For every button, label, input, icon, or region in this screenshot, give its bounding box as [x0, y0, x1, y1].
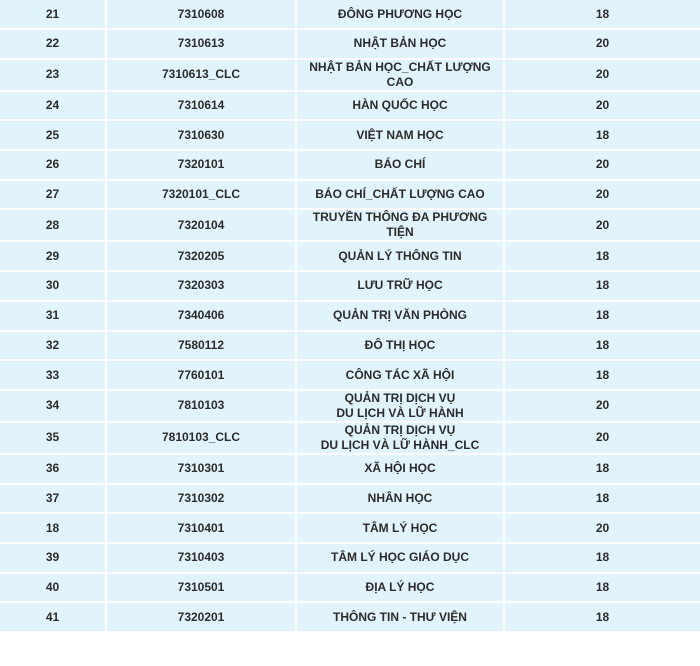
major-code-cell: 7320101_CLC [107, 181, 297, 211]
major-name-line: VIỆT NAM HỌC [356, 127, 444, 142]
major-name-cell [297, 332, 505, 362]
major-name-line: DU LỊCH VÀ LỮ HÀNH [336, 405, 464, 420]
major-name-line: QUẢN TRỊ VĂN PHÒNG [332, 308, 467, 323]
major-name-line: TRUYỀN THÔNG ĐA PHƯƠNG TIỆN [312, 210, 488, 240]
row-number-cell: 32 [0, 332, 107, 362]
score-cell: 20 [505, 391, 700, 423]
major-name-line: ĐÔ THỊ HỌC [364, 337, 436, 352]
row-number-cell: 39 [0, 544, 107, 574]
major-name-line: NHẬT BẢN HỌC [353, 36, 447, 51]
score-cell: 18 [505, 544, 700, 574]
row-number-cell: 30 [0, 272, 107, 302]
table-row [0, 544, 700, 574]
major-code-cell: 7310403 [107, 544, 297, 574]
score-cell: 18 [505, 603, 700, 633]
table-row [0, 361, 700, 391]
major-name-cell [297, 302, 505, 332]
score-cell: 20 [505, 423, 700, 455]
major-name-line: BÁO CHÍ [374, 157, 426, 172]
row-number-cell: 27 [0, 181, 107, 211]
table-row [0, 210, 700, 242]
major-name-cell [297, 603, 505, 633]
major-code-cell: 7310302 [107, 485, 297, 515]
row-number-cell: 40 [0, 574, 107, 604]
score-cell: 20 [505, 181, 700, 211]
table-row [0, 92, 700, 122]
row-number-cell: 22 [0, 30, 107, 60]
major-code-cell: 7310630 [107, 121, 297, 151]
score-cell: 18 [505, 302, 700, 332]
table-row [0, 455, 700, 485]
table-row [0, 30, 700, 60]
major-name-cell [297, 391, 505, 423]
score-cell: 18 [505, 455, 700, 485]
table-row [0, 423, 700, 455]
score-cell: 18 [505, 272, 700, 302]
row-number-cell: 26 [0, 151, 107, 181]
row-number-cell: 41 [0, 603, 107, 633]
row-number-cell: 23 [0, 60, 107, 92]
major-code-cell: 7320104 [107, 210, 297, 242]
row-number-cell: 37 [0, 485, 107, 515]
table-row [0, 514, 700, 544]
major-name-line: XÃ HỘI HỌC [364, 461, 436, 476]
major-name-cell [297, 181, 505, 211]
major-name-cell [297, 121, 505, 151]
major-name-cell [297, 92, 505, 122]
major-name-cell [297, 423, 505, 455]
row-number-cell: 36 [0, 455, 107, 485]
score-cell: 18 [505, 121, 700, 151]
table-row [0, 302, 700, 332]
row-number-cell: 21 [0, 0, 107, 30]
major-name-line: NHÂN HỌC [367, 490, 433, 505]
score-cell: 20 [505, 151, 700, 181]
major-name-cell [297, 242, 505, 272]
major-code-cell: 7310608 [107, 0, 297, 30]
score-cell: 20 [505, 92, 700, 122]
table-row [0, 603, 700, 633]
major-name-line: CÔNG TÁC XÃ HỘI [345, 367, 455, 382]
table-row [0, 574, 700, 604]
major-name-line: ĐÔNG PHƯƠNG HỌC [337, 6, 463, 21]
major-code-cell: 7320205 [107, 242, 297, 272]
major-code-cell: 7310501 [107, 574, 297, 604]
score-cell: 18 [505, 361, 700, 391]
major-name-cell [297, 210, 505, 242]
major-name-line: QUẢN TRỊ DỊCH VỤ [344, 390, 456, 405]
table-row [0, 485, 700, 515]
table-row [0, 391, 700, 423]
major-name-cell [297, 30, 505, 60]
table-row [0, 151, 700, 181]
row-number-cell: 28 [0, 210, 107, 242]
major-name-line: TÂM LÝ HỌC [362, 520, 438, 535]
major-name-line: BÁO CHÍ_CHẤT LƯỢNG CAO [315, 187, 485, 202]
major-name-cell [297, 272, 505, 302]
major-name-line: HÀN QUỐC HỌC [352, 98, 448, 113]
table-row [0, 181, 700, 211]
table-row [0, 0, 700, 30]
major-name-line: TÂM LÝ HỌC GIÁO DỤC [331, 550, 469, 565]
row-number-cell: 18 [0, 514, 107, 544]
major-name-line: THÔNG TIN - THƯ VIỆN [333, 609, 467, 624]
major-name-cell [297, 361, 505, 391]
major-code-cell: 7310301 [107, 455, 297, 485]
major-code-cell: 7320201 [107, 603, 297, 633]
major-name-cell [297, 514, 505, 544]
score-cell: 20 [505, 30, 700, 60]
row-number-cell: 29 [0, 242, 107, 272]
table-row [0, 272, 700, 302]
major-name-line: ĐỊA LÝ HỌC [365, 579, 435, 594]
major-name-line: NHẬT BẢN HỌC_CHẤT LƯỢNG CAO [309, 59, 491, 89]
score-cell: 18 [505, 332, 700, 362]
score-cell: 18 [505, 485, 700, 515]
major-code-cell: 7760101 [107, 361, 297, 391]
score-cell: 18 [505, 0, 700, 30]
major-name-cell [297, 544, 505, 574]
major-name-line: QUẢN LÝ THÔNG TIN [338, 248, 462, 263]
major-name-cell [297, 60, 505, 92]
major-code-cell: 7310401 [107, 514, 297, 544]
row-number-cell: 31 [0, 302, 107, 332]
major-code-cell: 7310613 [107, 30, 297, 60]
major-code-cell: 7310613_CLC [107, 60, 297, 92]
table-row [0, 242, 700, 272]
major-code-cell: 7320101 [107, 151, 297, 181]
row-number-cell: 24 [0, 92, 107, 122]
major-name-cell [297, 151, 505, 181]
major-name-line: DU LỊCH VÀ LỮ HÀNH_CLC [320, 437, 480, 452]
score-cell: 20 [505, 210, 700, 242]
table-row [0, 121, 700, 151]
major-name-cell [297, 574, 505, 604]
row-number-cell: 34 [0, 391, 107, 423]
major-name-cell [297, 0, 505, 30]
major-code-cell: 7320303 [107, 272, 297, 302]
score-cell: 20 [505, 60, 700, 92]
score-cell: 18 [505, 242, 700, 272]
major-name-cell [297, 455, 505, 485]
table-row [0, 60, 700, 92]
major-code-cell: 7340406 [107, 302, 297, 332]
major-code-cell: 7580112 [107, 332, 297, 362]
row-number-cell: 35 [0, 423, 107, 455]
score-cell: 18 [505, 574, 700, 604]
major-name-line: LƯU TRỮ HỌC [357, 278, 443, 293]
row-number-cell: 33 [0, 361, 107, 391]
major-name-cell [297, 485, 505, 515]
score-cell: 20 [505, 514, 700, 544]
major-code-cell: 7810103 [107, 391, 297, 423]
major-name-line: QUẢN TRỊ DỊCH VỤ [344, 422, 456, 437]
row-number-cell: 25 [0, 121, 107, 151]
major-code-cell: 7310614 [107, 92, 297, 122]
major-code-cell: 7810103_CLC [107, 423, 297, 455]
table-row [0, 332, 700, 362]
